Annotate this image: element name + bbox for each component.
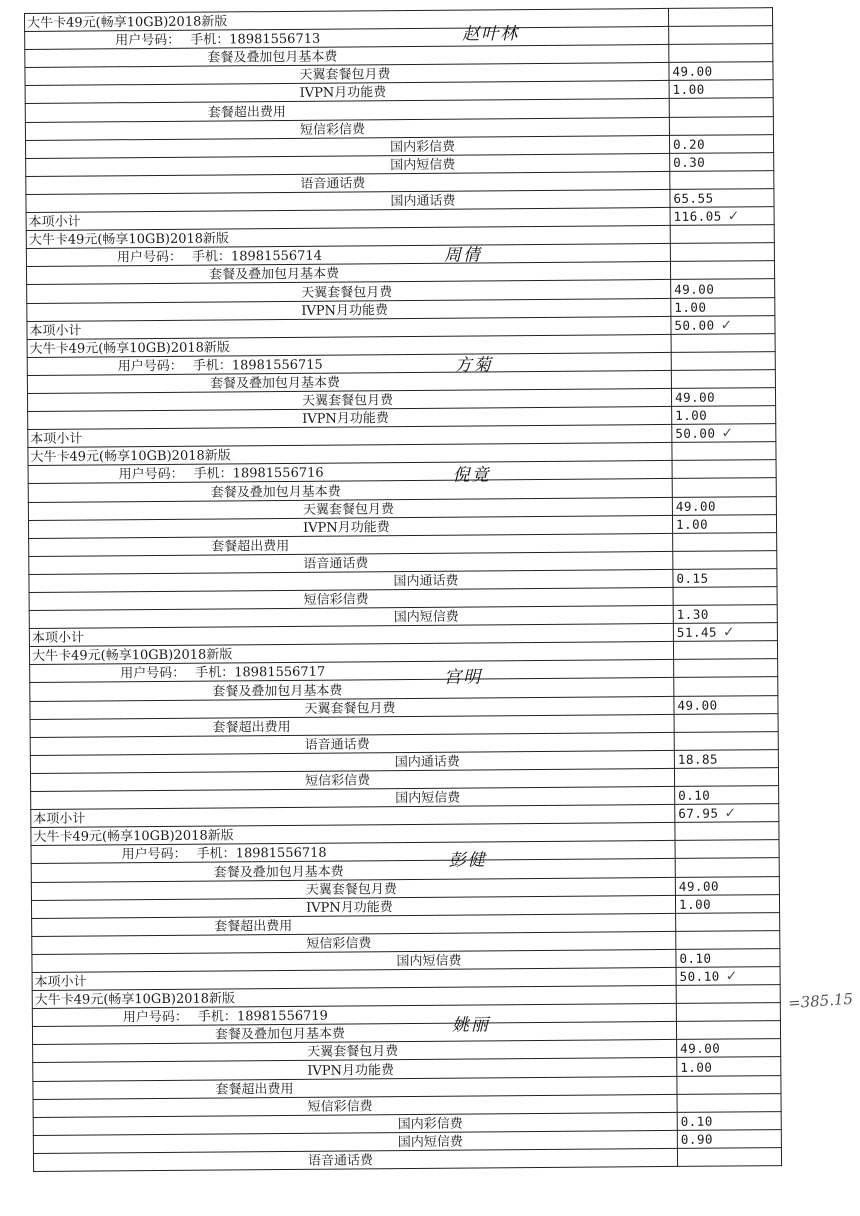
handwritten-signature: 赵叶林 xyxy=(462,24,520,45)
plan-row-amount-cell xyxy=(672,442,776,461)
check-mark-icon: ✓ xyxy=(720,317,733,334)
amount-value: 0.30 xyxy=(673,154,706,170)
phone-number: 18981556718 xyxy=(235,846,327,862)
charge-row-amount-cell xyxy=(675,894,779,913)
charge-row-amount-cell xyxy=(675,876,779,895)
amount-value: 49.00 xyxy=(678,878,720,894)
charge-row-amount-cell xyxy=(674,713,778,732)
user-number-label: 用户号码： xyxy=(120,666,186,682)
amount-value: 0.10 xyxy=(679,950,712,966)
phone-number: 18981556713 xyxy=(229,31,321,48)
plan-row-amount-cell xyxy=(671,333,775,352)
charge-label: 天翼套餐包月费 xyxy=(302,393,394,409)
charge-row-amount-cell xyxy=(672,496,776,515)
plan-row-amount-cell xyxy=(676,985,780,1004)
subtotal-row-amount-cell xyxy=(670,207,774,226)
charge-label: 套餐及叠加包月基本费 xyxy=(207,49,338,66)
charge-label: 套餐及叠加包月基本费 xyxy=(209,375,340,392)
phone-number: 18981556714 xyxy=(230,248,322,265)
charge-label: 国内通话费 xyxy=(394,754,460,771)
charge-row-amount-cell xyxy=(671,369,775,388)
handwritten-signature: 宫明 xyxy=(444,667,483,688)
amount-value: 1.00 xyxy=(672,82,705,98)
handwritten-signature: 倪竟 xyxy=(452,465,491,486)
charge-row-amount-cell xyxy=(674,677,778,696)
charge-row-amount-cell xyxy=(669,98,773,117)
amount-value: 0.15 xyxy=(676,570,709,586)
phone-label: 手机： xyxy=(190,32,230,48)
amount-value: 1.00 xyxy=(678,896,712,912)
charge-row-amount-cell xyxy=(676,912,780,931)
bill-table xyxy=(24,7,782,1172)
subtotal-row-amount-cell xyxy=(672,424,776,443)
charge-row-amount-cell xyxy=(673,550,777,569)
charge-label: IVPN月功能费 xyxy=(299,85,387,102)
subtotal-row-amount-cell xyxy=(675,804,779,823)
handwritten-signature: 方菊 xyxy=(454,354,493,376)
charge-label: IVPN月功能费 xyxy=(307,1062,395,1079)
charge-row-amount-cell xyxy=(676,1021,780,1040)
phone-label: 手机： xyxy=(191,249,232,266)
charge-row-amount-cell xyxy=(673,532,777,551)
charge-label: 套餐超出费用 xyxy=(211,538,290,555)
check-mark-icon: ✓ xyxy=(727,208,740,225)
amount-value: 1.30 xyxy=(676,606,709,623)
amount-value: 49.00 xyxy=(672,63,713,80)
charge-row-amount-cell xyxy=(673,587,777,606)
phone-label: 手机： xyxy=(192,358,232,374)
amount-value: 49.00 xyxy=(680,1041,721,1057)
charge-label: 天翼套餐包月费 xyxy=(301,284,393,301)
charge-label: 套餐超出费用 xyxy=(214,918,293,935)
amount-value: 50.10 xyxy=(679,968,720,984)
amount-value: 18.85 xyxy=(677,751,719,767)
charge-row-amount-cell xyxy=(677,1111,781,1130)
user-row-amount-cell xyxy=(675,840,779,859)
amount-value: 49.00 xyxy=(674,389,716,405)
charge-label: 天翼套餐包月费 xyxy=(304,700,396,717)
subtotal-label: 本项小计 xyxy=(33,811,86,828)
phone-label: 手机： xyxy=(196,846,236,863)
charge-row-amount-cell xyxy=(669,134,773,153)
phone-number: 18981556717 xyxy=(234,665,326,681)
charge-label: IVPN月功能费 xyxy=(302,519,390,536)
subtotal-row-amount-cell xyxy=(676,967,780,986)
charge-label: 天翼套餐包月费 xyxy=(307,1044,399,1061)
charge-row-amount-cell xyxy=(677,1057,781,1076)
user-row-amount-cell xyxy=(670,243,774,262)
plan-name: 大牛卡49元(畅享10GB)2018新版 xyxy=(29,340,230,357)
charge-row-amount-cell xyxy=(669,80,773,99)
charge-label: 国内短信费 xyxy=(396,953,462,970)
charge-label: 短信彩信费 xyxy=(304,773,371,789)
plan-row-amount-cell xyxy=(668,8,772,27)
charge-label: 套餐超出费用 xyxy=(212,719,291,736)
charge-row-amount-cell xyxy=(677,1075,781,1094)
charge-label: 天翼套餐包月费 xyxy=(302,501,394,518)
subtotal-label: 本项小计 xyxy=(28,214,81,231)
amount-value: 1.00 xyxy=(680,1059,713,1075)
bill-rows xyxy=(25,8,782,1172)
subtotal-row-amount-cell xyxy=(673,623,777,642)
phone-label: 手机： xyxy=(195,665,235,682)
charge-row-amount-cell xyxy=(670,152,774,171)
amount-value: 65.55 xyxy=(673,190,714,206)
charge-row-amount-cell xyxy=(669,62,773,81)
charge-label: 国内彩信费 xyxy=(390,139,456,155)
amount-value: 50.00 xyxy=(675,425,716,442)
phone-number: 18981556716 xyxy=(232,466,324,482)
charge-label: 国内通话费 xyxy=(390,193,456,210)
amount-value: 67.95 xyxy=(678,805,719,822)
bill-sheet xyxy=(24,7,781,1194)
charge-label: 天翼套餐包月费 xyxy=(305,881,397,898)
amount-value: 49.00 xyxy=(677,697,718,713)
subtotal-label: 本项小计 xyxy=(30,431,83,448)
charge-row-amount-cell xyxy=(670,170,774,189)
charge-label: 国内短信费 xyxy=(393,609,459,626)
plan-name: 大牛卡49元(畅享10GB)2018新版 xyxy=(27,14,228,32)
plan-row-amount-cell xyxy=(675,822,779,841)
user-row-amount-cell xyxy=(671,351,775,370)
charge-row-amount-cell xyxy=(675,858,779,877)
charge-label: 语音通话费 xyxy=(304,737,370,753)
charge-row-amount-cell xyxy=(677,1147,781,1166)
plan-row-amount-cell xyxy=(673,641,777,660)
charge-label: 天翼套餐包月费 xyxy=(299,67,391,84)
phone-number: 18981556719 xyxy=(236,1008,328,1025)
amount-value: 0.20 xyxy=(672,136,706,152)
amount-value: 116.05 xyxy=(673,208,722,225)
charge-label: 短信彩信费 xyxy=(306,936,372,952)
amount-value: 1.00 xyxy=(675,516,709,532)
user-number-label: 用户号码： xyxy=(118,467,184,483)
charge-row-amount-cell xyxy=(674,749,778,768)
amount-value: 0.10 xyxy=(680,1113,713,1129)
handwritten-signature: 彭健 xyxy=(448,850,487,871)
charge-row-amount-cell xyxy=(677,1093,781,1112)
charge-label: 套餐及叠加包月基本费 xyxy=(213,864,344,881)
user-number-label: 用户号码： xyxy=(122,1009,188,1026)
charge-row-amount-cell xyxy=(676,930,780,949)
charge-label: 语音通话费 xyxy=(303,556,369,572)
charge-label: 短信彩信费 xyxy=(299,121,365,138)
amount-value: 49.00 xyxy=(674,281,715,297)
user-row-amount-cell xyxy=(672,460,776,479)
plan-name: 大牛卡49元(畅享10GB)2018新版 xyxy=(33,828,234,846)
charge-row-amount-cell xyxy=(669,44,773,63)
charge-row-amount-cell xyxy=(673,569,777,588)
charge-row-amount-cell xyxy=(674,768,778,787)
subtotal-row-amount-cell xyxy=(671,315,775,334)
subtotal-label: 本项小计 xyxy=(34,974,87,991)
charge-label: 套餐及叠加包月基本费 xyxy=(210,484,341,501)
charge-row-amount-cell xyxy=(677,1039,781,1058)
charge-label: 国内短信费 xyxy=(390,157,456,173)
plan-name: 大牛卡49元(畅享10GB)2018新版 xyxy=(31,647,233,665)
charge-row-amount-cell xyxy=(671,297,775,316)
charge-label: 套餐及叠加包月基本费 xyxy=(212,683,343,700)
charge-row-amount-cell xyxy=(672,514,776,533)
amount-value: 1.00 xyxy=(674,299,707,315)
charge-label: 套餐及叠加包月基本费 xyxy=(214,1026,346,1043)
charge-row-amount-cell xyxy=(671,388,775,407)
charge-label: 套餐及叠加包月基本费 xyxy=(209,266,340,283)
charge-label: 套餐超出费用 xyxy=(215,1081,294,1098)
charge-row-amount-cell xyxy=(672,478,776,497)
plan-name: 大牛卡49元(畅享10GB)2018新版 xyxy=(28,231,230,249)
charge-row-amount-cell xyxy=(677,1129,781,1148)
charge-label: 短信彩信费 xyxy=(303,592,369,608)
charge-label: 语音通话费 xyxy=(307,1153,374,1169)
plan-row-amount-cell xyxy=(670,225,774,244)
handwritten-signature: 姚丽 xyxy=(451,1015,491,1036)
charge-label: 国内短信费 xyxy=(397,1134,463,1151)
charge-row-amount-cell xyxy=(669,116,773,135)
charge-label: IVPN月功能费 xyxy=(301,302,389,319)
charge-label: IVPN月功能费 xyxy=(305,899,393,916)
user-number-label: 用户号码： xyxy=(117,358,183,375)
user-number-label: 用户号码： xyxy=(116,250,183,266)
charge-label: 语音通话费 xyxy=(300,176,366,192)
handwritten-signature: 周倩 xyxy=(443,244,482,266)
user-number-label: 用户号码： xyxy=(121,847,187,863)
charge-label: 国内通话费 xyxy=(393,573,459,590)
plan-name: 大牛卡49元(畅享10GB)2018新版 xyxy=(30,448,231,466)
margin-note: =385.15 xyxy=(787,989,854,1013)
charge-row-amount-cell xyxy=(674,731,778,750)
amount-value: 1.00 xyxy=(675,407,708,424)
user-number-label: 用户号码： xyxy=(115,32,181,49)
amount-value: 0.10 xyxy=(678,787,711,804)
user-row-amount-cell xyxy=(676,1003,780,1022)
check-mark-icon: ✓ xyxy=(722,624,735,641)
check-mark-icon: ✓ xyxy=(721,425,734,442)
charge-label: 国内短信费 xyxy=(395,790,461,807)
charge-row-amount-cell xyxy=(676,948,780,967)
charge-row-amount-cell xyxy=(671,279,775,298)
charge-row-amount-cell xyxy=(670,189,774,208)
phone-label: 手机： xyxy=(193,466,233,483)
amount-value: 0.90 xyxy=(680,1131,714,1147)
user-row-amount-cell xyxy=(674,659,778,678)
charge-label: 套餐超出费用 xyxy=(207,104,286,121)
amount-value: 49.00 xyxy=(675,498,717,514)
user-row-amount-cell xyxy=(669,26,773,45)
charge-label: 国内彩信费 xyxy=(397,1116,463,1132)
phone-number: 18981556715 xyxy=(231,357,323,374)
charge-row-amount-cell xyxy=(672,406,776,425)
subtotal-label: 本项小计 xyxy=(29,323,82,339)
amount-value: 51.45 xyxy=(676,624,718,641)
phone-label: 手机： xyxy=(197,1009,237,1025)
check-mark-icon: ✓ xyxy=(725,968,738,985)
check-mark-icon: ✓ xyxy=(724,805,737,822)
charge-row-amount-cell xyxy=(670,261,774,280)
plan-name: 大牛卡49元(畅享10GB)2018新版 xyxy=(34,991,236,1009)
charge-row-amount-cell xyxy=(673,605,777,624)
charge-label: IVPN月功能费 xyxy=(302,411,389,427)
charge-label: 短信彩信费 xyxy=(307,1099,373,1115)
amount-value: 50.00 xyxy=(674,317,715,333)
charge-row-amount-cell xyxy=(675,786,779,805)
charge-row-label-cell xyxy=(33,1148,677,1171)
subtotal-label: 本项小计 xyxy=(31,630,84,647)
charge-row-amount-cell xyxy=(674,695,778,714)
